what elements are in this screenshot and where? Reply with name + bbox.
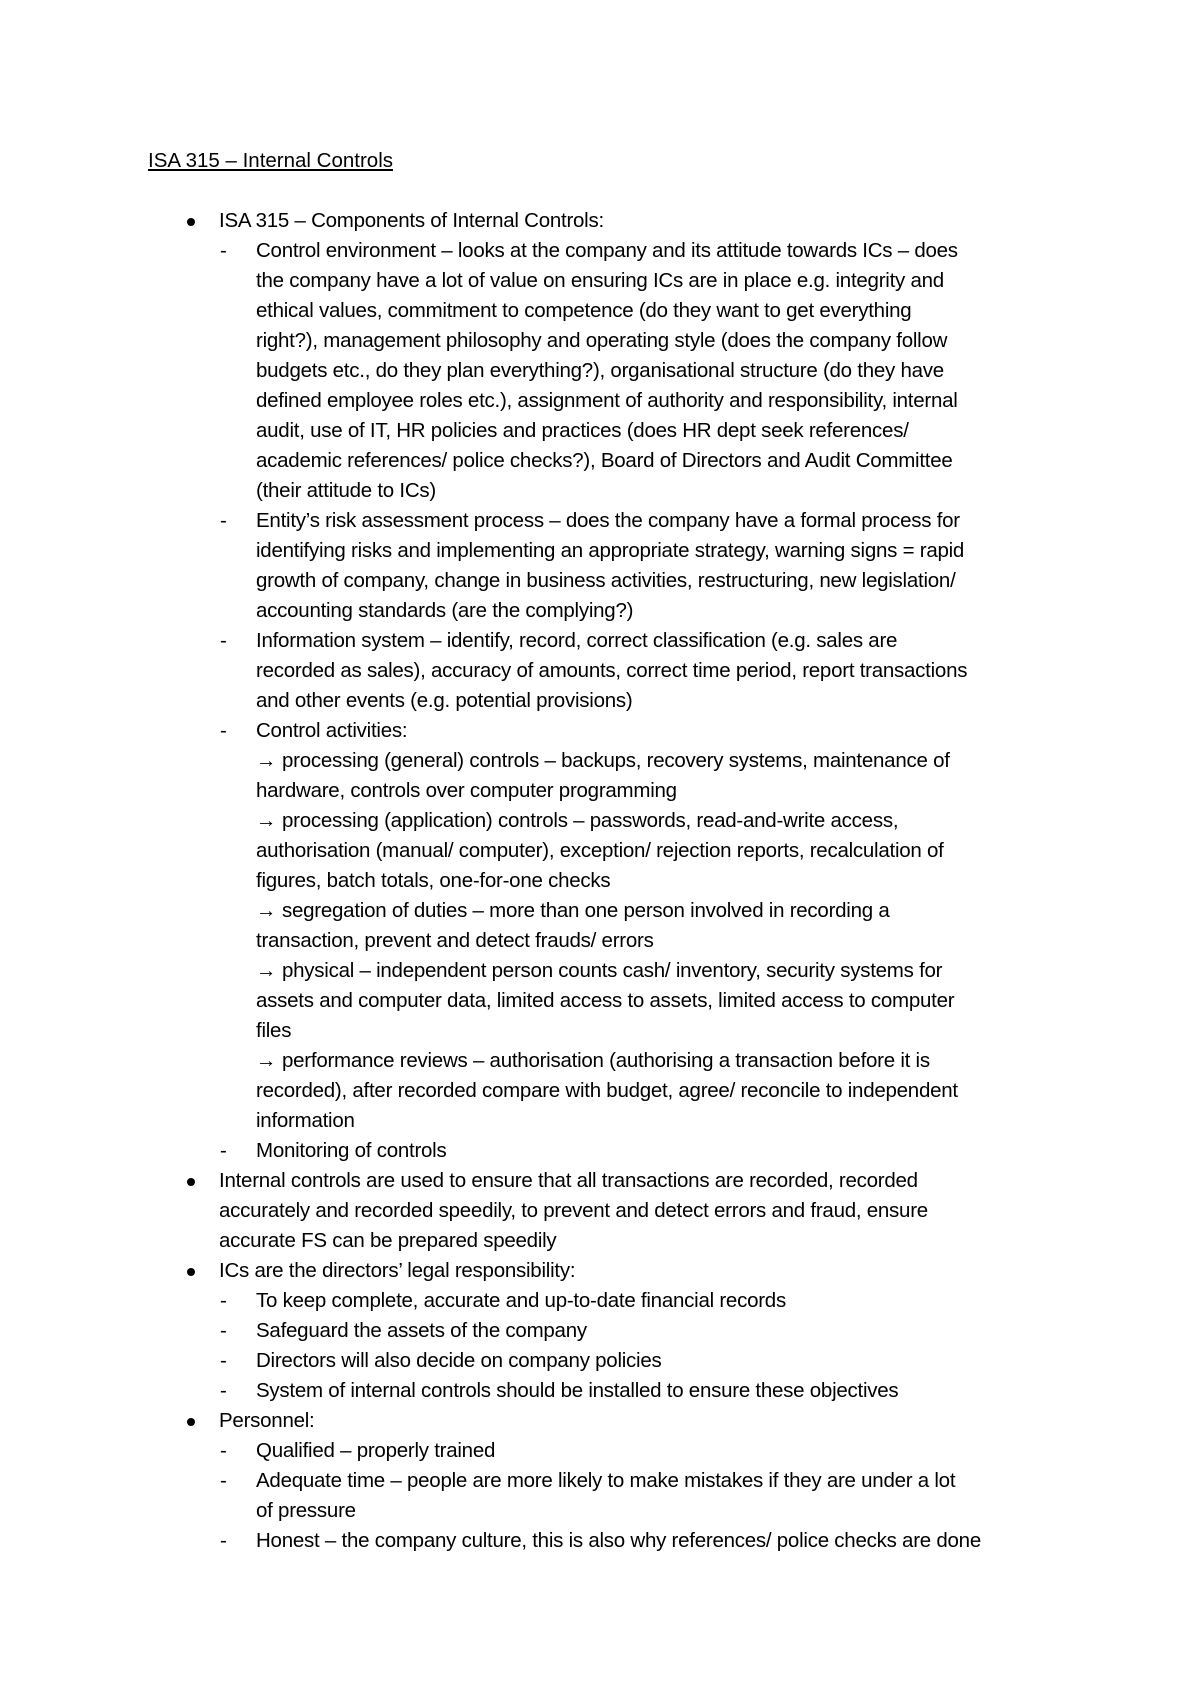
text-line: accounting standards (are the complying?) — [256, 599, 634, 622]
text-line: and other events (e.g. potential provisions) — [256, 689, 633, 712]
bullet-icon — [187, 1418, 195, 1426]
text-line: recorded), after recorded compare with budget, agree/ reconcile to independent — [256, 1079, 958, 1102]
text-line: Monitoring of controls — [256, 1139, 447, 1162]
page-title: ISA 315 – Internal Controls — [148, 149, 394, 172]
text-line: growth of company, change in business activities, restructuring, new legislation/ — [256, 569, 956, 592]
sub-item — [219, 1376, 1080, 1406]
text-line: To keep complete, accurate and up-to-date financial records — [256, 1289, 786, 1312]
text-line — [256, 746, 1080, 776]
text-line: (their attitude to ICs) — [256, 479, 436, 502]
bullet-heading: Personnel: — [219, 1409, 315, 1432]
sub-item-risk-assessment — [219, 506, 1080, 626]
text-line: right?), management philosophy and operating style (does the company follow — [256, 329, 948, 352]
dash-icon: - — [220, 629, 227, 652]
text-line: the company have a lot of value on ensuring ICs are in place e.g. integrity and — [256, 269, 944, 292]
text-line — [256, 806, 1080, 836]
dash-icon: - — [220, 719, 227, 742]
text-line: Control environment – looks at the company and its attitude towards ICs – does — [256, 239, 958, 262]
dash-icon: - — [220, 1439, 227, 1462]
bullet-list — [148, 206, 1080, 1556]
text-line: academic references/ police checks?), Board of Directors and Audit Committee — [256, 449, 953, 472]
text-line: Adequate time – people are more likely to make mistakes if they are under a lot — [256, 1469, 956, 1492]
activity-text: segregation of duties – more than one person involved in recording a — [282, 899, 890, 922]
arrow-right-icon: → — [256, 899, 277, 922]
text-line: budgets etc., do they plan everything?), organisational structure (do they have — [256, 359, 944, 382]
text-line: recorded as sales), accuracy of amounts, correct time period, report transactions — [256, 659, 968, 682]
activity-text: processing (general) controls – backups, recovery systems, maintenance of — [282, 749, 950, 772]
sub-list — [219, 236, 1080, 1166]
sub-list — [219, 1436, 1080, 1556]
dash-icon: - — [220, 1379, 227, 1402]
text-line: Internal controls are used to ensure that all transactions are recorded, recorded — [219, 1169, 918, 1192]
sub-item — [219, 1466, 1080, 1526]
text-line: assets and computer data, limited access to assets, limited access to computer — [256, 989, 955, 1012]
text-line: hardware, controls over computer programming — [256, 779, 677, 802]
text-line: accurate FS can be prepared speedily — [219, 1229, 557, 1252]
dash-icon: - — [220, 1469, 227, 1492]
sub-item — [219, 1316, 1080, 1346]
bullet-icon — [187, 218, 195, 226]
activity-text: performance reviews – authorisation (authorising a transaction before it is — [282, 1049, 930, 1072]
text-line: files — [256, 1019, 292, 1042]
sub-list — [219, 1286, 1080, 1406]
arrow-right-icon: → — [256, 749, 277, 772]
arrow-right-icon: → — [256, 809, 277, 832]
text-line: information — [256, 1109, 355, 1132]
text-line: defined employee roles etc.), assignment of authority and responsibility, internal — [256, 389, 958, 412]
text-line: identifying risks and implementing an appropriate strategy, warning signs = rapid — [256, 539, 965, 562]
arrow-right-icon: → — [256, 959, 277, 982]
text-line — [256, 1046, 1080, 1076]
text-line — [256, 956, 1080, 986]
dash-icon: - — [220, 1529, 227, 1552]
text-line: ethical values, commitment to competence (do they want to get everything — [256, 299, 912, 322]
text-line: Directors will also decide on company policies — [256, 1349, 662, 1372]
bullet-item-purpose — [148, 1166, 1080, 1256]
sub-item-control-environment — [219, 236, 1080, 506]
bullet-item-personnel — [148, 1406, 1080, 1556]
text-line: Control activities: — [256, 719, 408, 742]
dash-icon: - — [220, 239, 227, 262]
dash-icon: - — [220, 1139, 227, 1162]
text-line: Information system – identify, record, correct classification (e.g. sales are — [256, 629, 898, 652]
text-line: Safeguard the assets of the company — [256, 1319, 587, 1342]
bullet-icon — [187, 1178, 195, 1186]
sub-item-monitoring — [219, 1136, 1080, 1166]
bullet-heading: ISA 315 – Components of Internal Controls: — [219, 209, 604, 232]
sub-item — [219, 1286, 1080, 1316]
text-line: transaction, prevent and detect frauds/ errors — [256, 929, 654, 952]
text-line: accurately and recorded speedily, to prevent and detect errors and fraud, ensure — [219, 1199, 928, 1222]
activity-text: physical – independent person counts cash/ inventory, security systems for — [282, 959, 943, 982]
bullet-heading: ICs are the directors’ legal responsibility: — [219, 1259, 576, 1282]
bullet-item-components — [148, 206, 1080, 1166]
text-line: figures, batch totals, one-for-one checks — [256, 869, 611, 892]
dash-icon: - — [220, 1349, 227, 1372]
text-line: audit, use of IT, HR policies and practices (does HR dept seek references/ — [256, 419, 909, 442]
sub-item — [219, 1346, 1080, 1376]
sub-item-control-activities — [219, 716, 1080, 1136]
dash-icon: - — [220, 509, 227, 532]
text-line: Entity’s risk assessment process – does the company have a formal process for — [256, 509, 960, 532]
sub-item — [219, 1526, 1080, 1556]
sub-item — [219, 1436, 1080, 1466]
text-line: of pressure — [256, 1499, 356, 1522]
activity-text: processing (application) controls – passwords, read-and-write access, — [282, 809, 899, 832]
text-line — [256, 896, 1080, 926]
text-line: Honest – the company culture, this is also why references/ police checks are done — [256, 1529, 981, 1552]
dash-icon: - — [220, 1319, 227, 1342]
bullet-icon — [187, 1268, 195, 1276]
dash-icon: - — [220, 1289, 227, 1312]
sub-item-information-system — [219, 626, 1080, 716]
arrow-right-icon: → — [256, 1049, 277, 1072]
text-line: authorisation (manual/ computer), exception/ rejection reports, recalculation of — [256, 839, 944, 862]
text-line: System of internal controls should be installed to ensure these objectives — [256, 1379, 899, 1402]
bullet-item-responsibility — [148, 1256, 1080, 1406]
text-line: Qualified – properly trained — [256, 1439, 496, 1462]
